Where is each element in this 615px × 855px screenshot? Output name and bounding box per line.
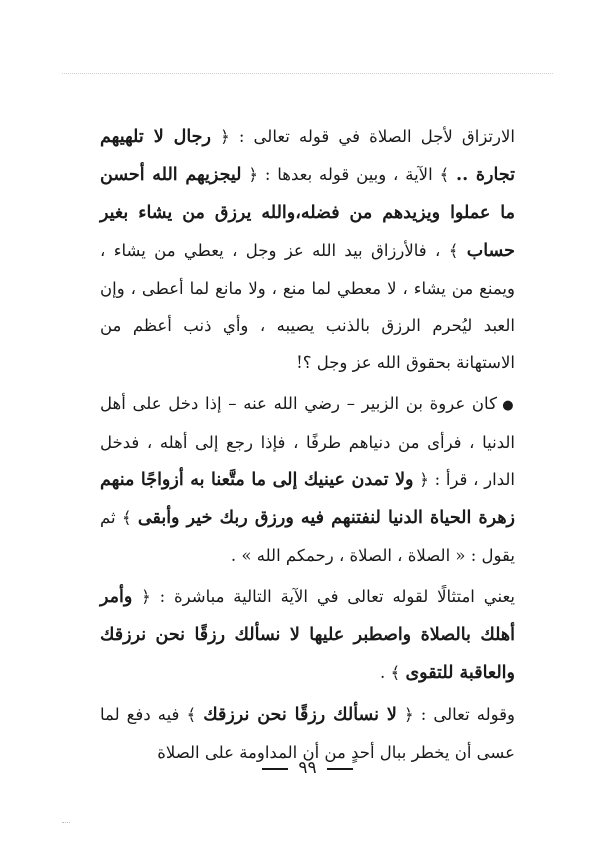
text-run: ﴾ . — [380, 663, 406, 682]
text-run: وقوله تعالى : ﴿ — [396, 705, 515, 724]
quran-quote: وأمر أهلك بالصلاة واصطبر عليها لا نسألك رزقًا نحن نرزقك والعاقبة للتقوى — [100, 587, 515, 683]
top-divider — [62, 73, 553, 74]
quran-quote: ولا تمدن عينيك إلى ما متَّعنا به أزواجًا منهم زهرة الحياة الدنيا لنفتنهم فيه ورزق ربك خير وأبقى — [100, 470, 516, 528]
dash-decoration — [327, 768, 353, 770]
bullet-icon: ● — [502, 398, 516, 413]
text-run: الارتزاق لأجل الصلاة في قوله تعالى : ﴿ — [210, 127, 515, 146]
page-number-value: ٩٩ — [298, 758, 317, 778]
paragraph-2 — [100, 385, 515, 574]
paragraph-1 — [100, 118, 515, 381]
corner-mark — [62, 822, 70, 827]
body-text — [100, 118, 515, 771]
text-run: ﴾ ثم يقول : « الصلاة ، الصلاة ، رحمكم الله » . — [100, 508, 515, 565]
quran-quote: ليجزيهم الله أحسن ما عملوا ويزيدهم من فضله،والله يرزق من يشاء بغير حساب — [100, 165, 515, 261]
page-number — [0, 758, 615, 778]
quran-quote: رجال لا تلهيهم تجارة .. — [100, 127, 515, 185]
text-run: يعني امتثالًا لقوله تعالى في الآية التالية مباشرة : ﴿ — [132, 587, 515, 606]
paragraph-3 — [100, 578, 515, 692]
text-run: ﴾ الآية ، وبين قوله بعدها : ﴿ — [241, 165, 456, 184]
quran-quote: لا نسألك رزقًا نحن نرزقك — [203, 705, 397, 725]
text-run: كان عروة بن الزبير – رضي الله عنه – إذا دخل على أهل الدنيا ، فرأى من دنياهم طرفًا ، فإذا رجع إلى أهله ، فدخل الدار ، قرأ : ﴿ — [100, 394, 515, 489]
text-run: ﴾ ، فالأرزاق بيد الله عز وجل ، يعطي من يشاء ، ويمنع من يشاء ، لا معطي لما منع ، ولا مانع لما أعطى ، وإن العبد ليُحرم الرزق بالذنب يصيبه ، وأي ذنب أعظم من الاستهانة بحقوق الله عز وجل ؟! — [100, 241, 515, 372]
dash-decoration — [262, 768, 288, 770]
text-run: ﴾ فيه دفع لما عسى أن يخطر ببال أحدٍ من أن المداومة على الصلاة — [100, 705, 515, 762]
